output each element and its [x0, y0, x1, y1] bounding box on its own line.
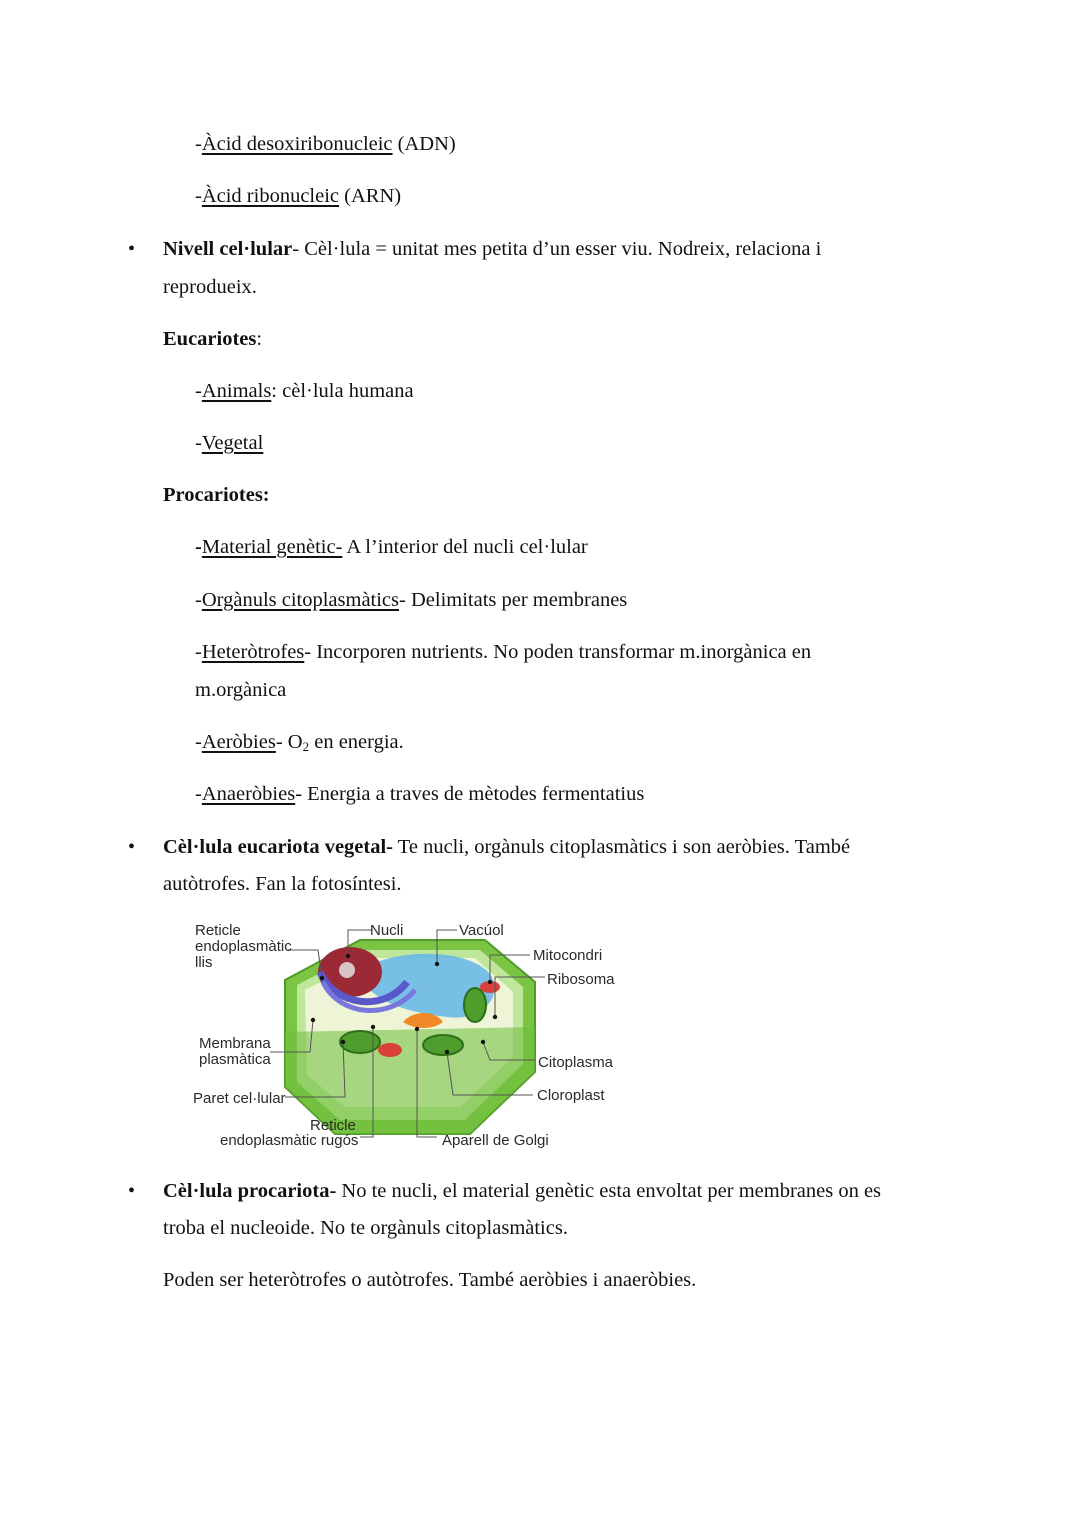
- procariota-heading: Cèl·lula procariota- No te nucli, el material genètic esta envoltat per membranes on es: [163, 1180, 882, 1202]
- label-cloroplast: Cloroplast: [537, 1087, 605, 1104]
- list-item-heterotrofes: -Heteròtrofes- Incorporen nutrients. No poden transformar m.inorgànica en: [195, 641, 812, 663]
- label-reticle-rugos: endoplasmàtic rugós: [220, 1132, 359, 1149]
- label-reticle-rugos: Reticle: [310, 1117, 356, 1134]
- nivell-text-cont: reprodueix.: [163, 276, 257, 298]
- list-item-adn: -Àcid desoxiribonucleic (ADN): [195, 133, 456, 155]
- label-ribosoma: Ribosoma: [547, 971, 615, 988]
- list-item-aerobies: -Aeròbies- $O_2$ en energia.: [195, 731, 404, 754]
- nivell-heading: Nivell cel·lular- Cèl·lula = unitat mes petita d’un esser viu. Nodreix, relaciona i: [163, 238, 822, 260]
- label-reticle-llis: Reticle: [195, 922, 241, 939]
- list-item-vegetal: -Vegetal: [195, 432, 264, 454]
- procariota-cont: troba el nucleoide. No te orgànuls citoplasmàtics.: [163, 1217, 568, 1239]
- procariotes-heading: Procariotes:: [163, 484, 270, 506]
- vegetal-cell-heading: Cèl·lula eucariota vegetal- Te nucli, orgànuls citoplasmàtics i son aeròbies. També: [163, 836, 851, 858]
- label-citoplasma: Citoplasma: [538, 1054, 614, 1071]
- label-membrana: Membrana: [199, 1035, 271, 1052]
- label-reticle-llis: endoplasmàtic: [195, 938, 292, 955]
- eucariotes-heading: Eucariotes:: [163, 328, 263, 350]
- label-nucli: Nucli: [370, 922, 404, 939]
- list-item-material: -Material genètic- A l’interior del nucli cel·lular: [195, 536, 588, 558]
- bullet: •: [128, 836, 136, 858]
- list-item-arn: -Àcid ribonucleic (ARN): [195, 185, 402, 207]
- heterotrofes-cont: m.orgànica: [195, 679, 287, 701]
- cell-illustration: [285, 940, 535, 1134]
- final-paragraph: Poden ser heteròtrofes o autòtrofes. També aeròbies i anaeròbies.: [163, 1269, 697, 1291]
- bullet: •: [128, 238, 136, 260]
- list-item-anaerobies: -Anaeròbies- Energia a traves de mètodes fermentatius: [195, 783, 645, 805]
- label-vacuol: Vacúol: [459, 922, 504, 939]
- label-reticle-llis: llis: [195, 954, 213, 971]
- label-membrana: plasmàtica: [199, 1051, 271, 1068]
- bullet: •: [128, 1180, 136, 1202]
- label-paret: Paret cel·lular: [193, 1090, 286, 1107]
- adn-term: Àcid desoxiribonucleic: [201, 133, 393, 155]
- arn-term: Àcid ribonucleic: [201, 185, 340, 207]
- plant-cell-diagram: [185, 912, 625, 1157]
- label-golgi: Aparell de Golgi: [442, 1132, 549, 1149]
- vegetal-cell-cont: autòtrofes. Fan la fotosíntesi.: [163, 873, 402, 895]
- label-mitocondri: Mitocondri: [533, 947, 603, 964]
- list-item-animals: -Animals: cèl·lula humana: [195, 380, 414, 402]
- list-item-organuls: -Orgànuls citoplasmàtics- Delimitats per membranes: [195, 589, 628, 611]
